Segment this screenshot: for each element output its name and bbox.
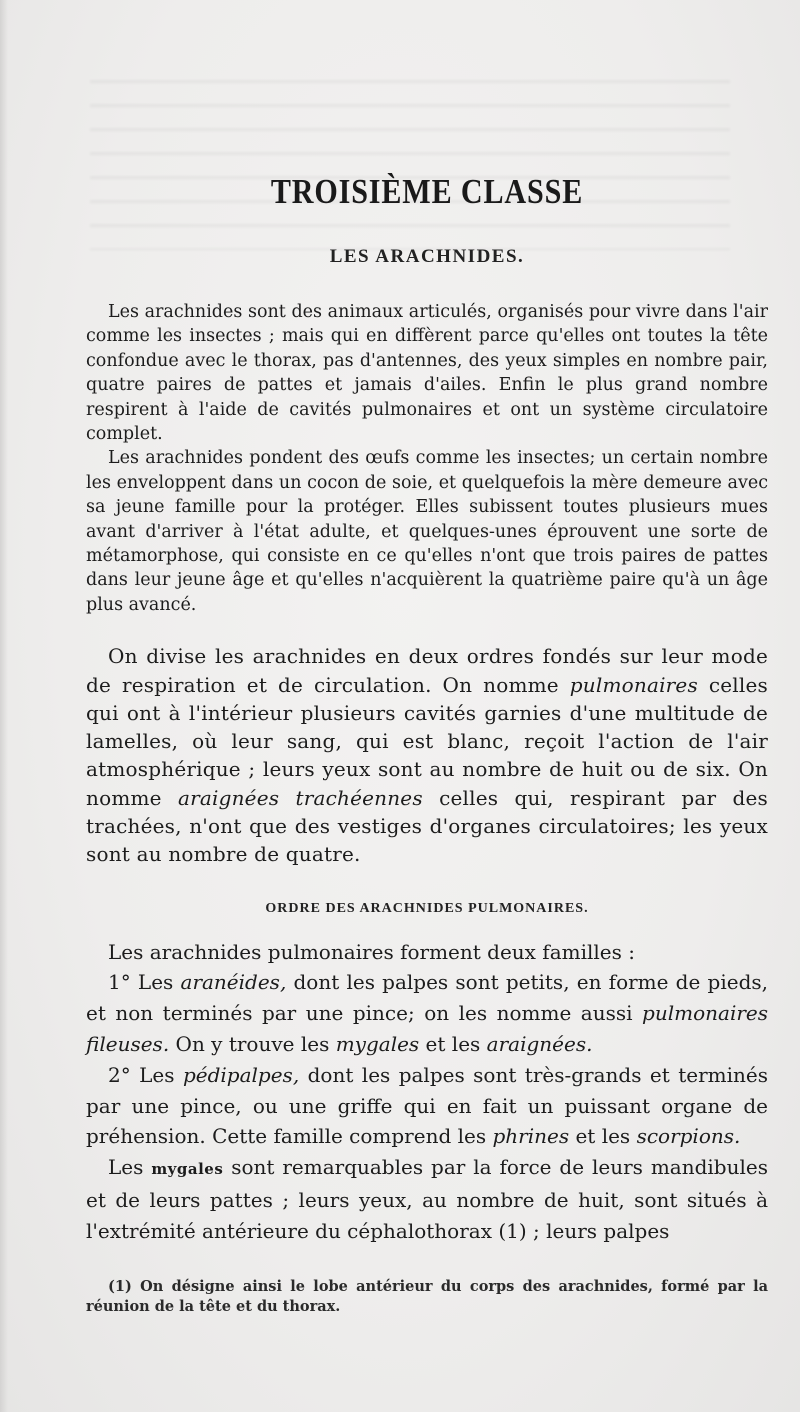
paragraph-orders: [86, 642, 768, 868]
family-1-text-b: dont les palpes sont petits, en forme de pieds, et non terminés par une pince; on les nomme aussi: [86, 970, 768, 1026]
orders-text-a: On divise les arachnides en deux ordres fondés sur leur mode de respiration et de circulation. On nomme: [86, 644, 768, 697]
paragraph-families-intro: Les arachnides pulmonaires forment deux familles :: [108, 939, 635, 964]
family-2-text-c: et les: [569, 1124, 637, 1149]
term-scorpions: scorpions.: [636, 1124, 741, 1149]
term-araignees: araignées.: [486, 1032, 593, 1057]
page-content: [86, 172, 768, 1317]
footnote-text: On désigne ainsi le lobe antérieur du corps des arachnides, formé par la réunion de la tête et du thorax.: [86, 1277, 768, 1315]
family-1-text-c: On y trouve les: [169, 1032, 336, 1057]
family-2-text-b: dont les palpes sont très-grands et terminés par une pince, ou une griffe qui en fait un puissant organe de préhension. Cette famille comprend les: [86, 1062, 768, 1149]
section-subtitle: LES ARACHNIDES.: [329, 246, 525, 267]
family-1-text-a: 1° Les: [108, 970, 181, 995]
footnote-mark: (1): [108, 1277, 132, 1295]
order-heading: ORDRE DES ARACHNIDES PULMONAIRES.: [265, 900, 589, 916]
family-2-text-a: 2° Les: [108, 1062, 183, 1087]
term-phrines: phrines: [492, 1124, 570, 1149]
paragraph-mygales: [86, 1152, 768, 1246]
paragraph-family-1: [86, 967, 768, 1059]
family-1-text-d: et les: [419, 1032, 487, 1057]
term-pedipalpes: pédipalpes,: [182, 1062, 300, 1087]
paragraph-eggs: Les arachnides pondent des œufs comme les insectes; un certain nombre les enveloppent dans un cocon de soie, et quelquefois la mère demeure avec sa jeune famille pour la protéger. Elles subissent toutes plusieurs mues avant d'arriver à l'état adulte, et quelques-unes éprouvent une sorte de métamorphose, qui consiste en ce qu'elles n'ont que trois paires de pattes dans leur jeune âge et qu'elles n'acquièrent la quatrième paire qu'à un âge plus avancé.: [86, 448, 768, 615]
orders-text-b: celles qui ont à l'intérieur plusieurs cavités garnies d'une multitude de lamelles, où leur sang, qui est blanc, reçoit l'action de l'air atmosphérique ; leurs yeux sont au nombre de huit ou de six. On nomme: [86, 672, 768, 810]
term-araignees-tracheennes: araignées trachéennes: [177, 785, 423, 810]
footnote: [86, 1277, 768, 1317]
orders-text-c: celles qui, respirant par des trachées, n'ont que des vestiges d'organes circulatoires; les yeux sont au nombre de quatre.: [86, 785, 769, 867]
mygales-text-a: Les: [108, 1155, 152, 1180]
class-title: TROISIÈME CLASSE: [270, 172, 584, 211]
term-pulmonaires: pulmonaires: [569, 672, 698, 697]
term-mygales: mygales: [335, 1032, 420, 1057]
term-pulmonaires-fileuses: pulmonaires fileuses.: [86, 1001, 768, 1057]
term-mygales-bold: mygales: [151, 1160, 224, 1179]
paragraph-family-2: [86, 1060, 768, 1152]
paragraph-intro: Les arachnides sont des animaux articulés, organisés pour vivre dans l'air comme les insectes ; mais qui en diffèrent parce qu'elles ont toutes la tête confondue avec le thorax, pas d'antennes, des yeux simples en nombre pair, quatre paires de pattes et jamais d'ailes. Enfin le plus grand nombre respirent à l'aide de cavités pulmonaires et ont un système circulatoire complet.: [86, 302, 768, 445]
term-araneides: aranéides,: [180, 970, 287, 995]
page-edge-shadow: [0, 0, 8, 1412]
mygales-text-b: sont remarquables par la force de leurs mandibules et de leurs pattes ; leurs yeux, au nombre de huit, sont situés à l'extrémité antérieure du céphalothorax (1) ; leurs palpes: [86, 1155, 768, 1243]
